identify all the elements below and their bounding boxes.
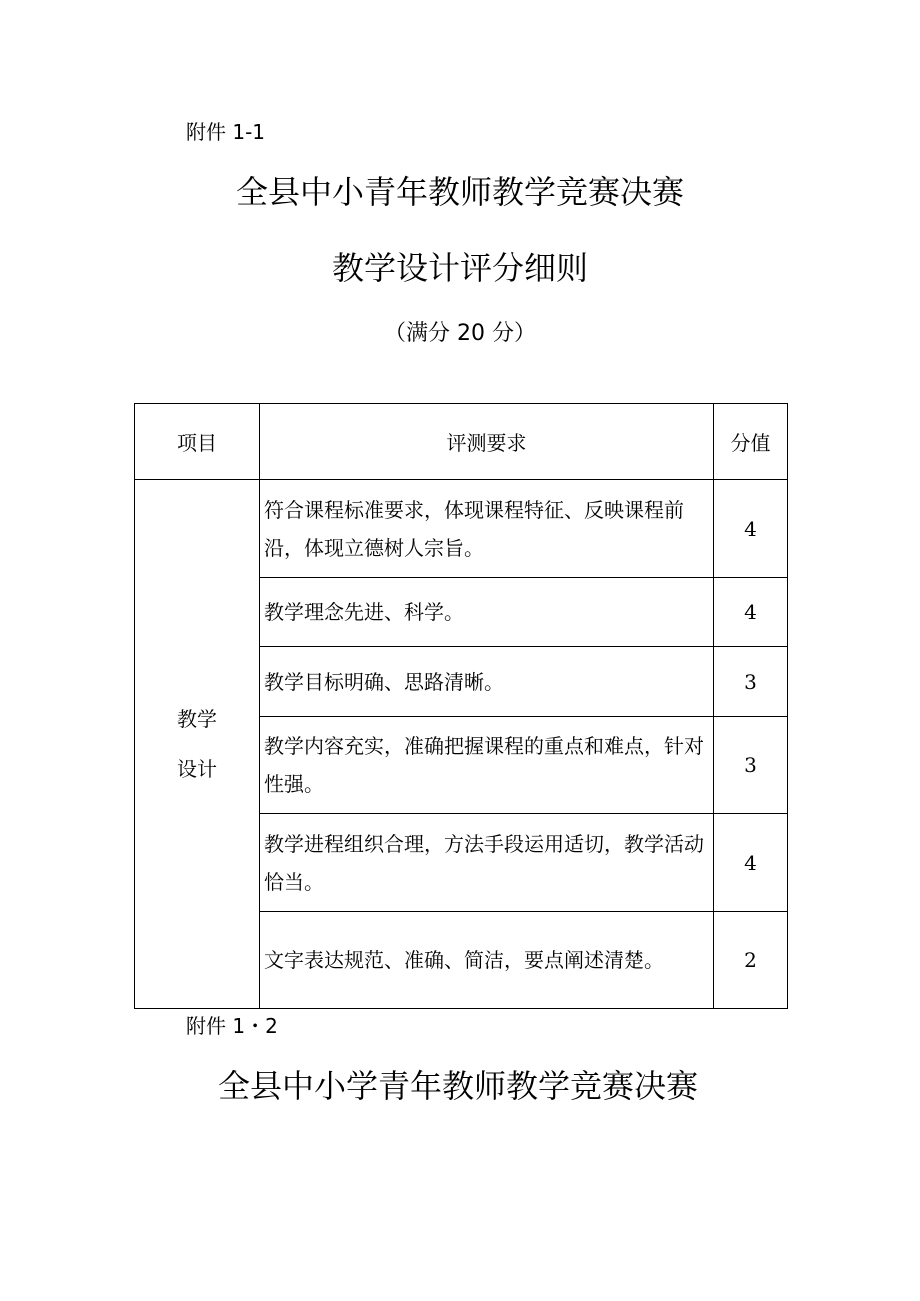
page-title: 全县中小青年教师教学竞赛决赛 [235, 173, 684, 211]
score-cell: 4 [714, 480, 788, 578]
requirement-cell: 教学进程组织合理，方法手段运用适切，教学活动恰当。 [260, 814, 714, 912]
requirement-cell: 教学目标明确、思路清晰。 [260, 647, 714, 717]
score-cell: 2 [714, 912, 788, 1009]
category-label-line2: 设计 [177, 757, 217, 781]
scoring-rubric-table [134, 403, 788, 1009]
requirement-cell: 教学理念先进、科学。 [260, 578, 714, 647]
requirement-cell: 教学内容充实，准确把握课程的重点和难点，针对性强。 [260, 717, 714, 814]
next-section-title: 全县中小学青年教师教学竞赛决赛 [217, 1067, 698, 1105]
page-subtitle: 教学设计评分细则 [331, 249, 588, 287]
score-cell: 4 [714, 578, 788, 647]
header-score: 分值 [714, 404, 788, 480]
score-cell: 4 [714, 814, 788, 912]
table-header-row [135, 404, 788, 480]
score-cell: 3 [714, 647, 788, 717]
header-item: 项目 [135, 404, 260, 480]
attachment-label-1-1: 附件 1-1 [186, 120, 266, 144]
score-cell: 3 [714, 717, 788, 814]
category-cell [135, 480, 260, 1009]
category-label-line1: 教学 [177, 707, 217, 731]
attachment-label-1-2: 附件 1・2 [186, 1014, 278, 1038]
header-requirement: 评测要求 [260, 404, 714, 480]
requirement-cell: 符合课程标准要求，体现课程特征、反映课程前沿，体现立德树人宗旨。 [260, 480, 714, 578]
total-score-note: （满分 20 分） [384, 321, 536, 346]
requirement-cell: 文字表达规范、准确、简洁，要点阐述清楚。 [260, 912, 714, 1009]
table-row [135, 480, 788, 578]
